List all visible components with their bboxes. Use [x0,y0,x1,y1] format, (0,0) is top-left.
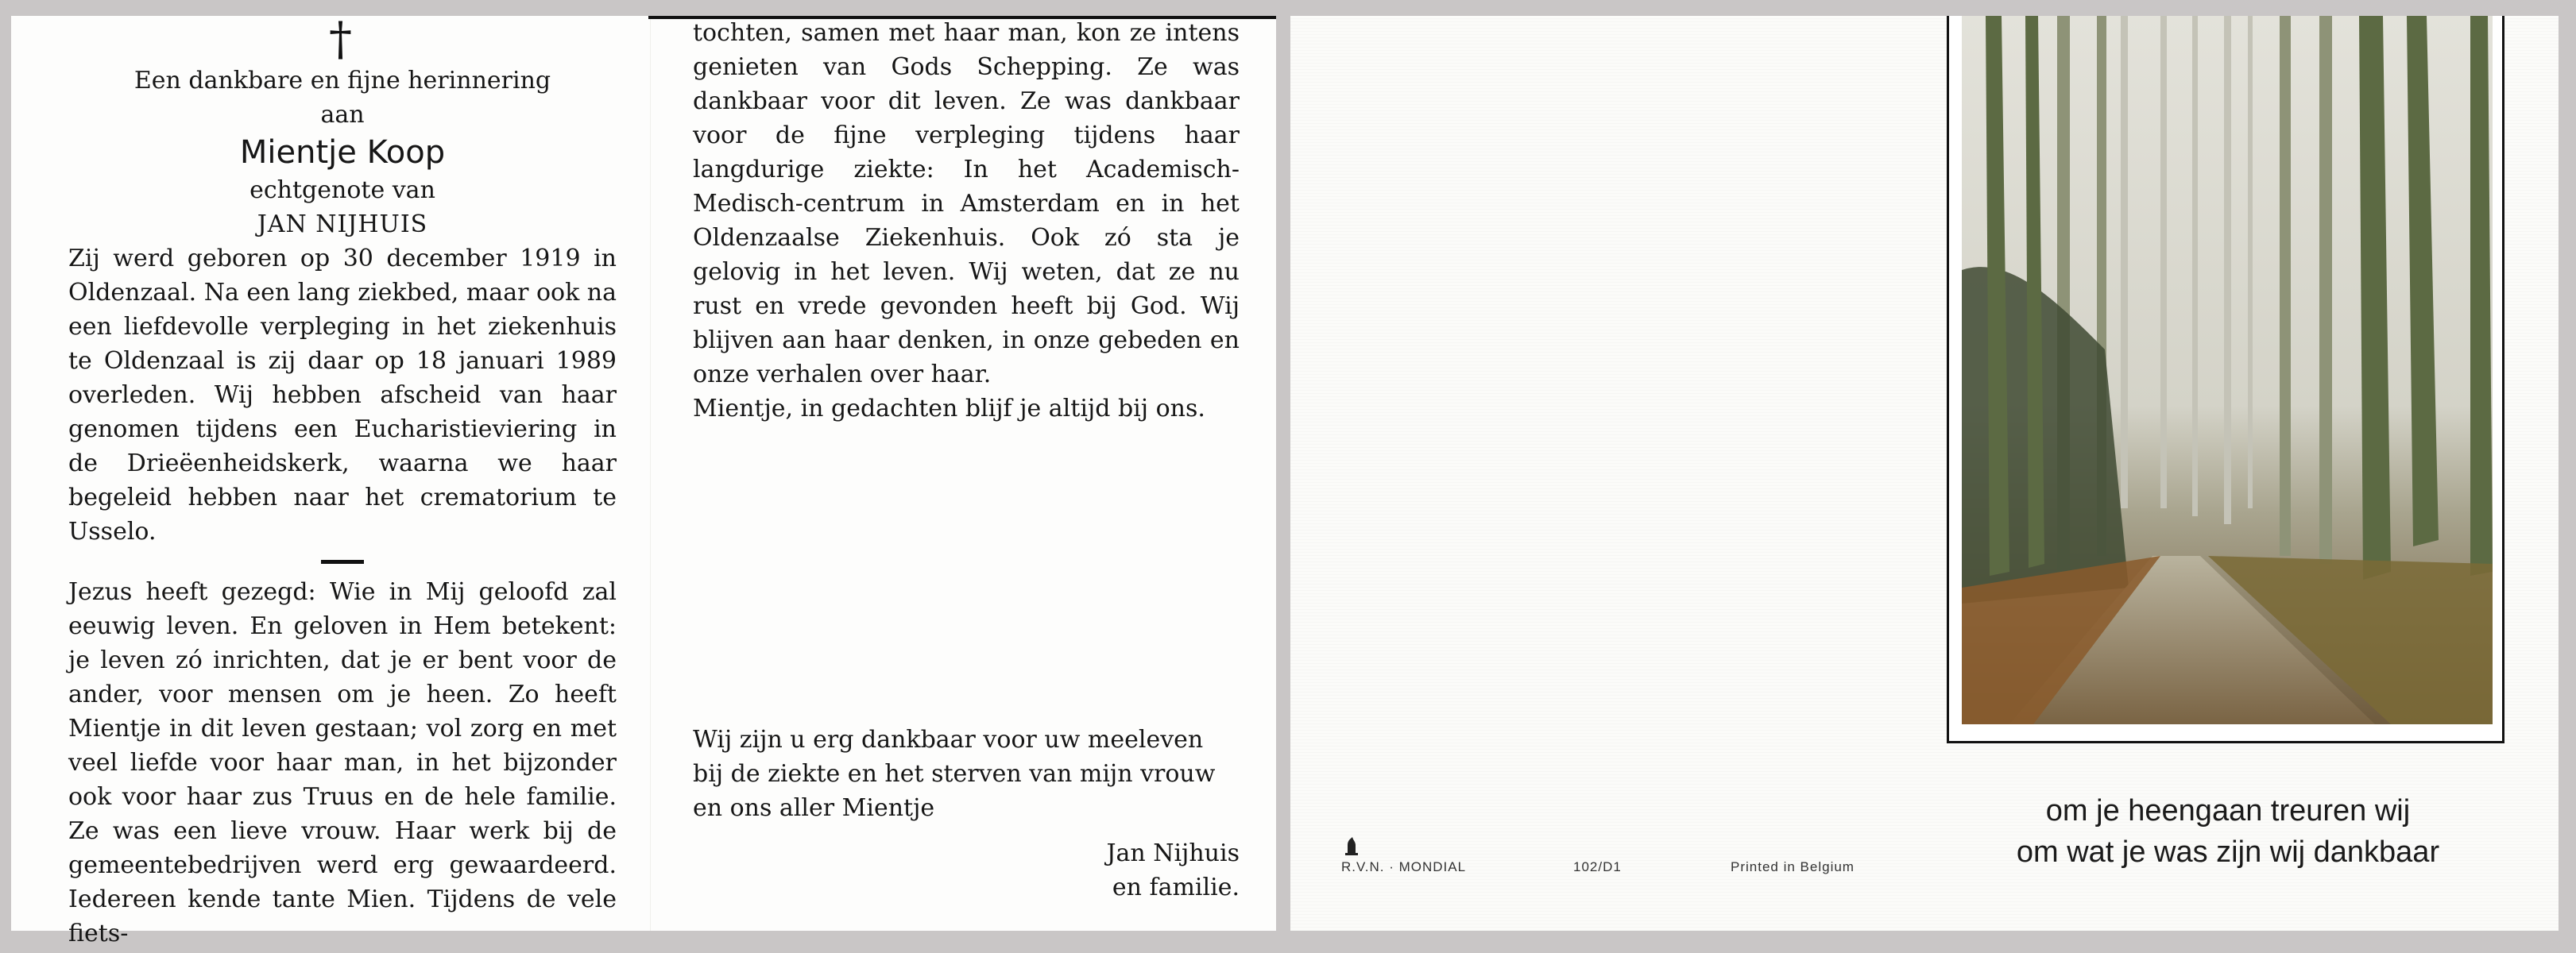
tribute-text-part1: Jezus heeft gezegd: Wie in Mij geloofd zal eeuwig leven. En geloven in Hem betekent: je leven zó inrichten, dat je er bent voor de ander, voor mensen om je heen. Zo heeft Mientje in dit leven gestaan; vol zorg en met veel liefde voor haar man, in het bijzonder ook voor haar zus Truus en de hele familie. Ze was een lieve vrouw. Haar werk bij de gemeentebedrijven werd erg gewaardeerd. Iedereen kende tante Mien. Tijdens de vele fiets- [68,578,617,947]
quote-line-1: om je heengaan treuren wij [2045,794,2411,828]
forest-path-photo [1962,16,2493,724]
biography-text: Zij werd geboren op 30 december 1919 in Oldenzaal. Na een lang ziekbed, maar ook na een liefdevolle verpleging in het ziekenhuis te Oldenzaal is zij daar op 18 januari 1989 overleden. Wij hebben afscheid van haar genomen tijdens een Eucharistieviering in de Drieëenheidskerk, waarna we haar begeleid hebben naar het crematorium te Usselo. [68,245,617,546]
memorial-quote [1974,790,2482,873]
left-column [68,64,617,951]
signature-line-1: Jan Nijhuis [1106,839,1240,867]
right-column [693,16,1240,426]
closing-line: Mientje, in gedachten blijf je altijd bij ons. [693,395,1205,422]
imprint-country: Printed in Belgium [1731,859,1855,874]
imprint-publisher: R.V.N. · MONDIAL [1341,859,1467,874]
signature-line-2: en familie. [1112,874,1240,901]
deceased-name: Mientje Koop [239,134,446,171]
tribute-text-part2: tochten, samen met haar man, kon ze intens genieten van Gods Schepping. Ze was dankbaar voor dit leven. Ze was dankbaar voor de fijne verpleging tijdens haar langdurige ziekte: In het Academisch-Medisch-centrum in Amsterdam en in het Oldenzaalse Ziekenhuis. Ook zó sta je gelovig in het leven. Wij weten, dat ze nu rust en vrede gevonden heeft bij God. Wij blijven aan haar denken, in onze gebeden en onze verhalen over haar. [693,19,1240,388]
fold-line [650,16,651,931]
spouse-label: echtgenote van [249,176,435,204]
quote-line-2: om wat je was zijn wij dankbaar [2016,835,2440,869]
publisher-logo-icon [1343,835,1360,856]
photo-frame [1947,16,2504,743]
imprint-code: 102/D1 [1573,859,1622,874]
separator [321,560,364,564]
thanks-text: Wij zijn u erg dankbaar voor uw meeleven bij de ziekte en het sterven van mijn vrouw en ons aller Mientje [693,726,1216,822]
cross-icon: † [329,12,352,66]
intro-line-1: Een dankbare en fijne herinnering [133,67,551,95]
intro-line-2: aan [320,101,365,129]
memorial-card-text-side [11,12,1276,947]
thanks-block [693,723,1240,905]
memorial-card-photo-side [1290,16,2559,931]
spouse-name: JAN NIJHUIS [257,210,428,238]
